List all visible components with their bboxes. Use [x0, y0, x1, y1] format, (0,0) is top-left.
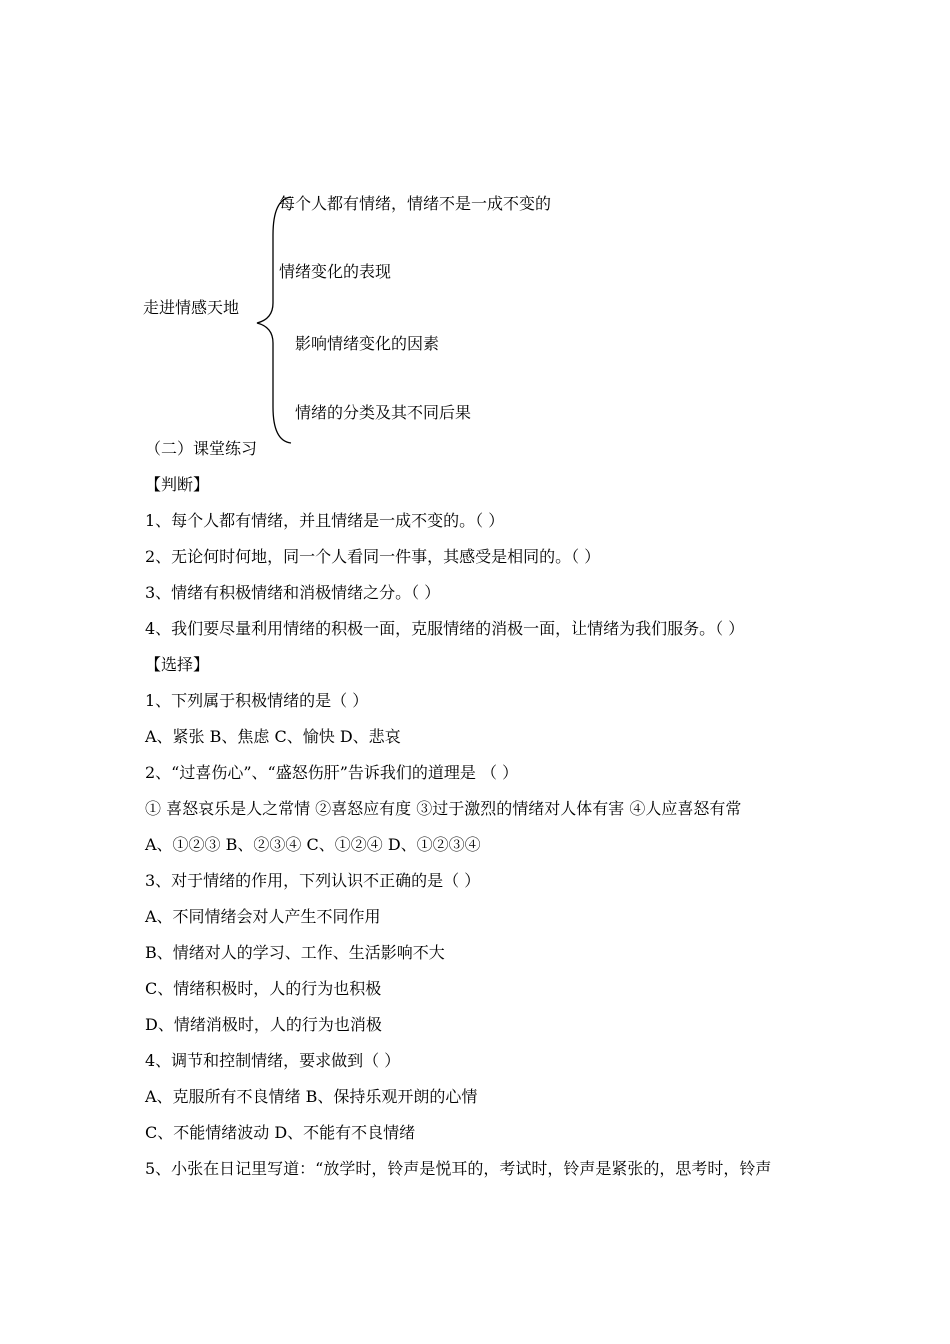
choice-line: C、不能情绪波动 D、不能有不良情绪: [145, 1123, 416, 1142]
choice-line: A、不同情绪会对人产生不同作用: [145, 907, 381, 926]
choice-line: 4、调节和控制情绪，要求做到（ ）: [145, 1051, 401, 1070]
choice-line: 3、对于情绪的作用，下列认识不正确的是（ ）: [145, 871, 481, 890]
choice-line: ① 喜怒哀乐是人之常情 ②喜怒应有度 ③过于激烈的情绪对人体有害 ④人应喜怒有常: [145, 799, 742, 818]
mindmap-branch: 影响情绪变化的因素: [295, 334, 440, 353]
section-title: （二）课堂练习: [145, 439, 258, 458]
choice-line: A、①②③ B、②③④ C、①②④ D、①②③④: [145, 835, 481, 854]
choice-line: 5、小张在日记里写道：“放学时，铃声是悦耳的，考试时，铃声是紧张的，思考时，铃声: [145, 1159, 772, 1178]
choice-line: 2、“过喜伤心”、“盛怒伤肝”告诉我们的道理是 （ ）: [145, 763, 519, 782]
judge-item: 2、无论何时何地，同一个人看同一件事，其感受是相同的。（ ）: [145, 547, 601, 566]
choice-line: 1、下列属于积极情绪的是（ ）: [145, 691, 369, 710]
judge-item: 3、情绪有积极情绪和消极情绪之分。（ ）: [145, 583, 441, 602]
judge-item: 1、每个人都有情绪，并且情绪是一成不变的。（ ）: [145, 511, 505, 530]
mindmap-root: 走进情感天地: [143, 298, 240, 317]
mindmap-brace: [255, 195, 295, 445]
judge-heading: 【判断】: [145, 475, 210, 494]
mindmap-branch: 每个人都有情绪，情绪不是一成不变的: [279, 194, 552, 213]
choice-line: A、克服所有不良情绪 B、保持乐观开朗的心情: [145, 1087, 478, 1106]
choice-line: D、情绪消极时，人的行为也消极: [145, 1015, 382, 1034]
choice-line: A、紧张 B、焦虑 C、愉快 D、悲哀: [145, 727, 401, 746]
choice-line: B、情绪对人的学习、工作、生活影响不大: [145, 943, 445, 962]
mindmap-branch: 情绪的分类及其不同后果: [295, 403, 472, 422]
choice-heading: 【选择】: [145, 655, 210, 674]
choice-line: C、情绪积极时，人的行为也积极: [145, 979, 382, 998]
judge-item: 4、我们要尽量利用情绪的积极一面，克服情绪的消极一面，让情绪为我们服务。（ ）: [145, 619, 745, 638]
mindmap-branch: 情绪变化的表现: [279, 262, 392, 281]
